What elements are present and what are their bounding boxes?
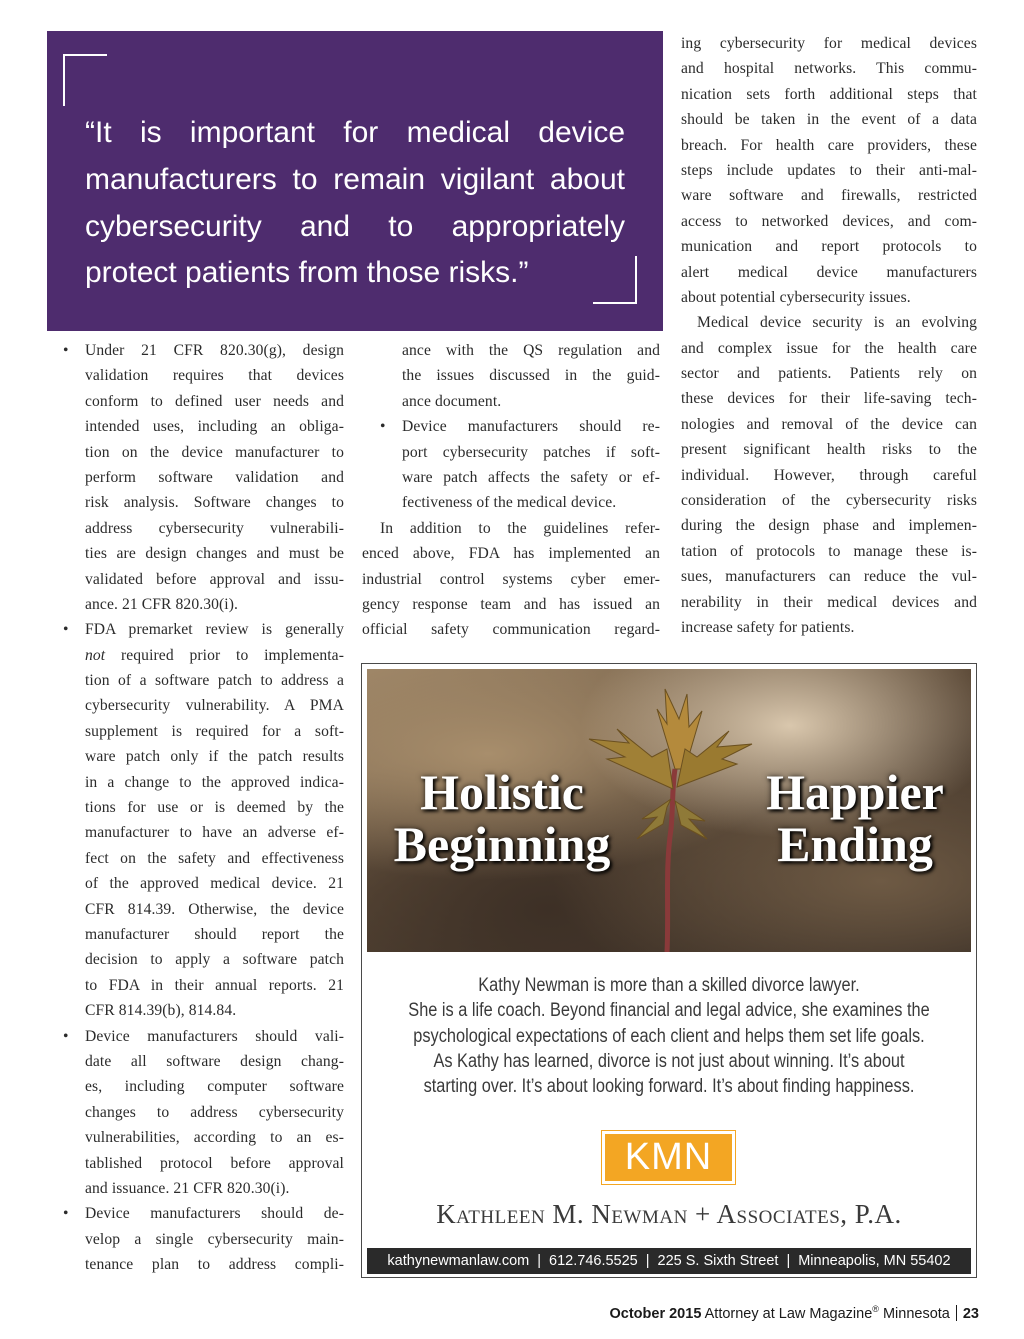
text-line: psychological expectations of each client and helps them set life goals. — [413, 1025, 925, 1047]
bullet-icon: • — [63, 342, 69, 359]
text-line: FDA premarket review is generally — [85, 621, 344, 639]
text-line: vulnerabilities, according to an es- — [85, 1129, 344, 1147]
article-column-1 — [63, 338, 344, 1277]
text-line: starting over. It’s about looking forward. It’s about finding happiness. — [423, 1076, 915, 1098]
text-line: of the approved medical device. 21 — [85, 875, 344, 893]
separator: | — [537, 1253, 542, 1269]
headline-line: Ending — [777, 816, 933, 872]
text-line: es, including computer software — [85, 1078, 344, 1096]
text-line: ware patch affects the safety or ef- — [402, 468, 660, 486]
text-line: date all software design chang- — [85, 1052, 344, 1070]
text-line: As Kathy has learned, divorce is not just about winning. It’s about — [433, 1050, 905, 1072]
text-line: access to networked devices, and com- — [681, 212, 977, 230]
text-line: industrial control systems cyber emer- — [362, 570, 660, 588]
bullet-item — [63, 1024, 344, 1202]
street-address: 225 S. Sixth Street — [657, 1253, 779, 1269]
text-line: official safety communication regard- — [362, 621, 660, 639]
text-line: in a change to the approved indica- — [85, 773, 344, 791]
text-line: sues, manufacturers can reduce the vul- — [681, 568, 977, 586]
text-line: conform to defined user needs and — [85, 392, 344, 410]
firm-name: Kathleen M. Newman + Associates, P.A. — [436, 1199, 902, 1229]
page-footer — [610, 1304, 980, 1322]
paragraph — [681, 31, 977, 310]
text-line: validated before approval and issu- — [85, 570, 344, 588]
bullet-icon: • — [380, 418, 386, 436]
separator: | — [786, 1253, 791, 1269]
text-line: about potential cybersecurity issues. — [681, 288, 911, 306]
text-line: tion of a software patch to address a — [85, 672, 344, 690]
text-line: these devices for their life-saving tech- — [681, 390, 977, 408]
divider — [956, 1305, 957, 1321]
ad-body-text — [405, 973, 933, 1099]
text-line: perform software validation and — [85, 468, 344, 486]
text-line: fectiveness of the medical device. — [402, 494, 617, 512]
bullet-icon: • — [63, 621, 69, 639]
article-column-2 — [362, 338, 660, 643]
page-number: 23 — [962, 1305, 979, 1322]
bullet-item — [380, 414, 660, 516]
headline-line: Holistic — [420, 764, 584, 820]
text-line: individual. However, through careful — [681, 466, 977, 484]
text-line: tion on the device manufacturer to — [85, 443, 344, 461]
ad-headline-right — [745, 766, 965, 870]
text-line: nologies and removal of the device can — [681, 415, 977, 433]
text-line: CFR 814.39(b), 814.84. — [85, 1002, 237, 1020]
text-line: tablished protocol before approval — [85, 1154, 344, 1172]
quote-bracket-bottom-right — [593, 256, 637, 304]
text-line: In addition to the guidelines refer- — [380, 519, 660, 537]
ad-headline-left — [367, 766, 637, 870]
text-line: should be taken in the event of a data — [681, 111, 977, 129]
text-line: She is a life coach. Beyond financial and legal advice, she examines the — [408, 1000, 930, 1022]
text-line: supplement is required for a soft- — [85, 722, 344, 740]
text-line: cybersecurity vulnerability. A PMA — [85, 697, 344, 715]
pull-quote-line: cybersecurity and to appropriately — [85, 210, 625, 243]
paragraph — [362, 516, 660, 643]
text-line: during the design phase and implemen- — [681, 517, 977, 535]
bullet-item — [63, 617, 344, 1023]
pull-quote-line: manufacturers to remain vigilant about — [85, 163, 625, 196]
text-line: breach. For health care providers, these — [681, 136, 977, 154]
text-line: not required prior to implementa- — [85, 646, 344, 664]
separator: | — [645, 1253, 650, 1269]
text-line: ware patch only if the patch results — [85, 748, 344, 766]
text-line: and issuance. 21 CFR 820.30(i). — [85, 1179, 290, 1197]
headline-line: Happier — [766, 764, 944, 820]
text-line: manufacturer to have an adverse ef- — [85, 824, 344, 842]
text-line: increase safety for patients. — [681, 618, 855, 636]
city-state-zip: Minneapolis, MN 55402 — [798, 1253, 951, 1269]
text-line: ance document. — [402, 392, 502, 410]
text-line: manufacturer should report the — [85, 925, 344, 943]
text-line: Device manufacturers should de- — [85, 1205, 344, 1223]
bullet-item — [63, 338, 344, 617]
text-line: nerability in their medical devices and — [681, 593, 977, 611]
bullet-icon: • — [63, 1205, 69, 1223]
text-line: validation requires that devices — [85, 367, 344, 385]
edition-name: Minnesota — [882, 1305, 950, 1322]
text-line: Under 21 CFR 820.30(g), design — [85, 342, 344, 359]
text-line: tions for use or is deemed by the — [85, 799, 344, 817]
registered-mark: ® — [872, 1304, 879, 1314]
ad-contact-bar — [367, 1248, 971, 1274]
italic-emphasis: not — [85, 646, 106, 664]
text-line: risk analysis. Software changes to — [85, 494, 344, 512]
text-line: ing cybersecurity for medical devices — [681, 35, 977, 52]
text-line: decision to apply a software patch — [85, 951, 344, 969]
bullet-continuation — [362, 338, 660, 414]
text-line: ance. 21 CFR 820.30(i). — [85, 595, 239, 613]
text-line: sector and patients. Patients rely on — [681, 365, 977, 383]
text-line: changes to address cybersecurity — [85, 1103, 344, 1121]
text-line: ware software and firewalls, restricted — [681, 187, 977, 205]
text-line: munication and report protocols to — [681, 238, 977, 256]
text-line: Kathy Newman is more than a skilled divorce lawyer. — [478, 975, 860, 996]
text-line: nication sets forth additional steps that — [681, 85, 977, 103]
paragraph — [681, 310, 977, 640]
text-line: enced above, FDA has implemented an — [362, 545, 660, 563]
text-line: the issues discussed in the guid- — [402, 367, 660, 385]
text-line: address cybersecurity vulnerabili- — [85, 519, 344, 537]
advertisement — [361, 663, 977, 1278]
text-line: and complex issue for the health care — [681, 339, 977, 357]
text-line: fect on the safety and effectiveness — [85, 849, 344, 867]
text-line: steps include updates to their anti-mal- — [681, 161, 977, 179]
text-line: gency response team and has issued an — [362, 595, 660, 613]
website-link[interactable]: kathynewmanlaw.com — [387, 1253, 530, 1269]
text-line: present significant health risks to the — [681, 441, 977, 459]
publication-name: Attorney at Law Magazine — [704, 1305, 873, 1322]
article-column-3 — [681, 31, 977, 640]
quote-bracket-top-left — [63, 54, 107, 106]
text-line: Device manufacturers should re- — [402, 418, 660, 436]
headline-line: Beginning — [393, 816, 611, 872]
bullet-item — [63, 1201, 344, 1277]
seedling-photo — [367, 669, 971, 952]
text-line: consideration of the cybersecurity risks — [681, 492, 977, 510]
phone-number: 612.746.5525 — [549, 1253, 638, 1269]
text-line: and hospital networks. This commu- — [681, 60, 977, 78]
text-line: Medical device security is an evolving — [697, 314, 977, 332]
text-line: alert medical device manufacturers — [681, 263, 977, 281]
bullet-icon: • — [63, 1027, 69, 1045]
text-line: to FDA in their annual reports. 21 — [85, 976, 344, 994]
text-line: intended uses, including an obliga- — [85, 418, 344, 436]
text-line: CFR 814.39. Otherwise, the device — [85, 900, 344, 918]
text-line: tenance plan to address compli- — [85, 1256, 344, 1274]
pull-quote-line: protect patients from those risks.” — [85, 256, 529, 289]
text-line: velop a single cybersecurity main- — [85, 1230, 344, 1248]
pull-quote — [47, 31, 663, 331]
pull-quote-line: “It is important for medical device — [85, 116, 625, 149]
text-line: ance with the QS regulation and — [402, 342, 660, 359]
text-line: tation of protocols to manage these is- — [681, 542, 977, 560]
kmn-logo: KMN — [602, 1131, 735, 1184]
text-line: ties are design changes and must be — [85, 545, 344, 563]
text-line: port cybersecurity patches if soft- — [402, 443, 660, 461]
issue-date: October 2015 — [609, 1305, 702, 1322]
text-line: Device manufacturers should vali- — [85, 1027, 344, 1045]
